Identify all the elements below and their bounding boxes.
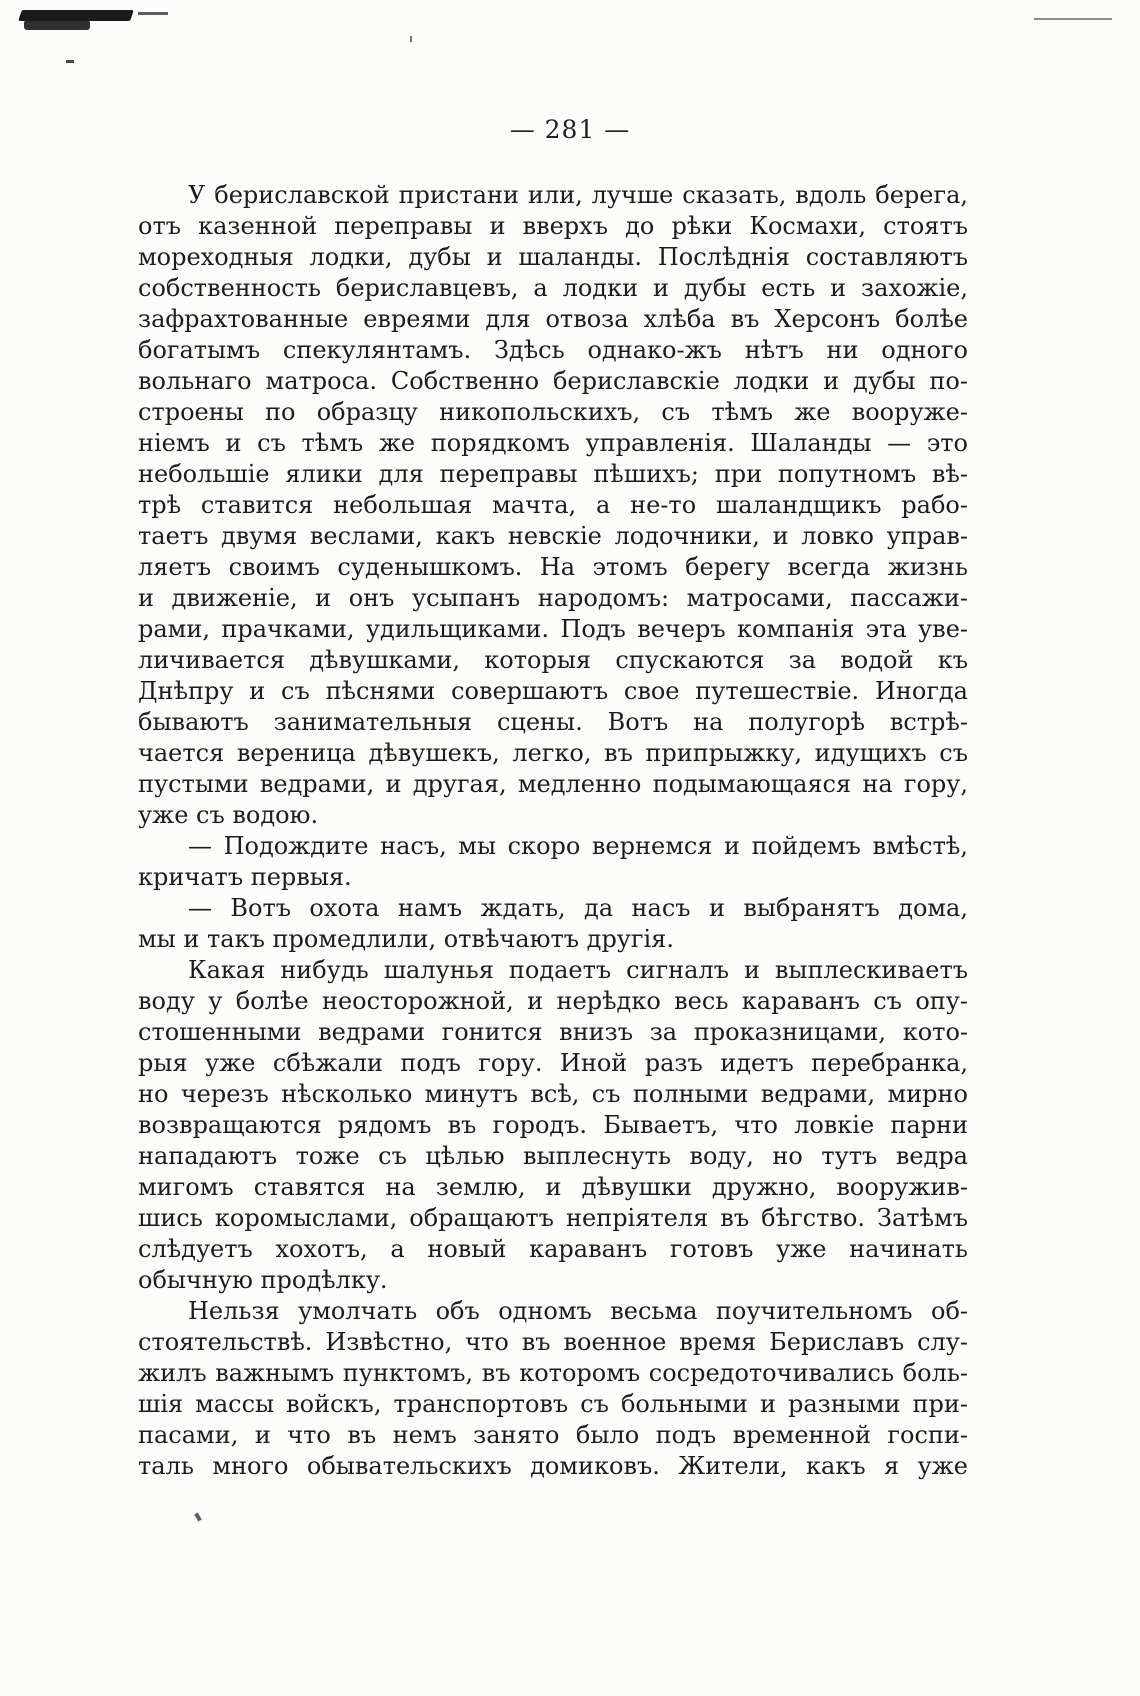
text-line: пасами, и что въ немъ занято было подъ временной госпи- xyxy=(138,1421,968,1449)
scan-speck xyxy=(410,36,412,42)
text-line: У бериславской пристани или, лучше сказать, вдоль берега, xyxy=(188,181,968,209)
text-line: стошенными ведрами гонится внизъ за проказницами, кото- xyxy=(138,1018,968,1046)
text-line: трѣ ставится небольшая мачта, а не-то шаландщикъ рабо- xyxy=(138,491,968,519)
text-line: нападаютъ тоже съ цѣлью выплеснуть воду, но тутъ ведра xyxy=(138,1142,968,1170)
text-line: и движеніе, и онъ усыпанъ народомъ: матросами, пассажи- xyxy=(138,584,968,612)
text-line: рами, прачками, удильщиками. Подъ вечеръ компанія эта уве- xyxy=(138,615,968,643)
text-line: мигомъ ставятся на землю, и дѣвушки дружно, вооружив- xyxy=(138,1173,968,1201)
text-line: Днѣпру и съ пѣснями совершаютъ свое путешествіе. Иногда xyxy=(138,677,968,705)
text-line: богатымъ спекулянтамъ. Здѣсь однако-жъ нѣтъ ни одного xyxy=(138,336,968,364)
text-line: таль много обывательскихъ домиковъ. Жители, какъ я уже xyxy=(138,1452,968,1480)
text-line: шись коромыслами, обращаютъ непріятеля въ бѣгство. Затѣмъ xyxy=(138,1204,968,1232)
text-line: пустыми ведрами, и другая, медленно подымающаяся на гору, xyxy=(138,770,968,798)
text-line: обычную продѣлку. xyxy=(138,1266,388,1294)
scan-speck xyxy=(138,12,168,15)
text-line: возвращаются рядомъ въ городъ. Бываетъ, что ловкіе парни xyxy=(138,1111,968,1139)
text-line: зафрахтованные евреями для отвоза хлѣба въ Херсонъ болѣе xyxy=(138,305,968,333)
text-line: слѣдуетъ хохотъ, а новый караванъ готовъ уже начинать xyxy=(138,1235,968,1263)
text-line: но черезъ нѣсколько минутъ всѣ, съ полными ведрами, мирно xyxy=(138,1080,968,1108)
text-line: кричатъ первыя. xyxy=(138,863,352,891)
text-line: жилъ важнымъ пунктомъ, въ которомъ сосредоточивались боль- xyxy=(138,1359,968,1387)
text-line: стоятельствѣ. Извѣстно, что въ военное время Бериславъ слу- xyxy=(138,1328,968,1356)
text-line: — Подождите насъ, мы скоро вернемся и пойдемъ вмѣстѣ, xyxy=(188,832,968,860)
text-line: небольшіе ялики для переправы пѣшихъ; при попутномъ вѣ- xyxy=(138,460,968,488)
text-line: собственность бериславцевъ, а лодки и дубы есть и захожіе, xyxy=(138,274,968,302)
text-line: отъ казенной переправы и вверхъ до рѣки Космахи, стоятъ xyxy=(138,212,968,240)
text-line: шія массы войскъ, транспортовъ съ больными и разными при- xyxy=(138,1390,968,1418)
page-number: — 281 — xyxy=(509,115,631,144)
text-line: Какая нибудь шалунья подаетъ сигналъ и выплескиваетъ xyxy=(188,956,968,984)
text-line: бываютъ занимательныя сцены. Вотъ на полугорѣ встрѣ- xyxy=(138,708,968,736)
text-line: мы и такъ промедлили, отвѣчаютъ другія. xyxy=(138,925,674,953)
scan-smudge xyxy=(24,20,90,30)
text-line: таетъ двумя веслами, какъ невскіе лодочники, и ловко управ- xyxy=(138,522,968,550)
text-line: Нельзя умолчать объ одномъ весьма поучительномъ об- xyxy=(188,1297,968,1325)
text-line: вольнаго матроса. Собственно бериславскіе лодки и дубы по- xyxy=(138,367,968,395)
text-line: строены по образцу никопольскихъ, съ тѣмъ же вооруже- xyxy=(138,398,968,426)
scan-speck xyxy=(194,1513,201,1522)
text-line: ніемъ и съ тѣмъ же порядкомъ управленія. Шаланды — это xyxy=(138,429,968,457)
text-line: ляетъ своимъ суденышкомъ. На этомъ берегу всегда жизнь xyxy=(138,553,968,581)
body-text xyxy=(138,180,968,1482)
text-line: воду у болѣе неосторожной, и нерѣдко весь караванъ съ опу- xyxy=(138,987,968,1015)
text-line: уже съ водою. xyxy=(138,801,319,829)
scan-speck xyxy=(1034,18,1112,20)
text-line: личивается дѣвушками, которыя спускаются за водой къ xyxy=(138,646,968,674)
text-line: рыя уже сбѣжали подъ гору. Иной разъ идетъ перебранка, xyxy=(138,1049,968,1077)
scan-speck xyxy=(66,60,74,63)
text-line: чается вереница дѣвушекъ, легко, въ припрыжку, идущихъ съ xyxy=(138,739,968,767)
text-line: — Вотъ охота намъ ждать, да насъ и выбранятъ дома, xyxy=(188,894,968,922)
text-line: мореходныя лодки, дубы и шаланды. Послѣднія составляютъ xyxy=(138,243,968,271)
